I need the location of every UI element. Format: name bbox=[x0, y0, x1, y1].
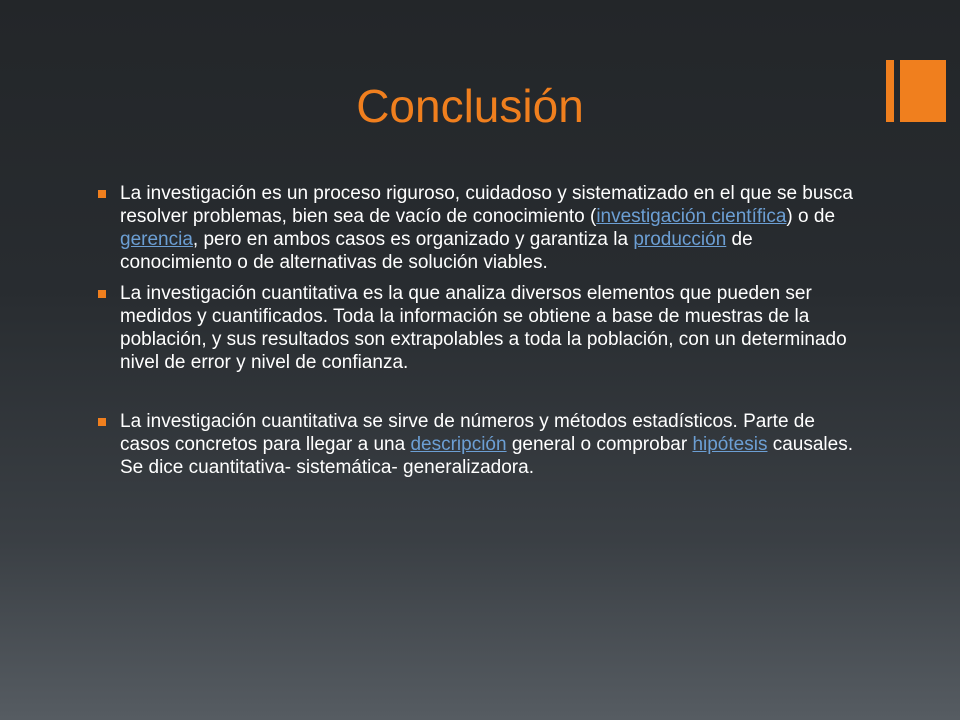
link-produccion[interactable]: producción bbox=[633, 229, 727, 250]
slide-content bbox=[98, 182, 858, 479]
paragraph-text: ) o de bbox=[786, 206, 836, 227]
link-gerencia[interactable]: gerencia bbox=[120, 229, 193, 250]
bullet-paragraph bbox=[98, 282, 858, 374]
paragraph-text: La investigación cuantitativa es la que analiza diversos elementos que pueden ser medidos y cuantificados. Toda la información se obtiene a base de muestras de la población, y sus resultados son extrapolables a toda la población, con un determinado nivel de error y nivel de confianza. bbox=[120, 283, 847, 373]
square-bullet-icon bbox=[98, 190, 106, 198]
paragraph-text: de conocimiento o de alternativas de solución viables. bbox=[120, 229, 753, 273]
bullet-paragraph bbox=[98, 410, 858, 479]
paragraph-text: causales. Se dice cuantitativa- sistemática- generalizadora. bbox=[120, 434, 853, 478]
square-bullet-icon bbox=[98, 290, 106, 298]
paragraph-text: La investigación cuantitativa se sirve de números y métodos estadísticos. Parte de casos concretos para llegar a una bbox=[120, 411, 815, 455]
bullet-paragraph bbox=[98, 182, 858, 274]
link-hipotesis[interactable]: hipótesis bbox=[692, 434, 768, 455]
link-investigacion-cientifica[interactable]: investigación científica bbox=[596, 206, 787, 227]
slide-title: Conclusión bbox=[356, 80, 584, 132]
paragraph-text: general o comprobar bbox=[506, 434, 693, 455]
link-descripcion[interactable]: descripción bbox=[410, 434, 507, 455]
paragraph-text: La investigación es un proceso riguroso, cuidadoso y sistematizado en el que se busca resolver problemas, bien sea de vacío de conocimiento ( bbox=[120, 183, 853, 227]
square-bullet-icon bbox=[98, 418, 106, 426]
paragraph-text: , pero en ambos casos es organizado y garantiza la bbox=[192, 229, 634, 250]
